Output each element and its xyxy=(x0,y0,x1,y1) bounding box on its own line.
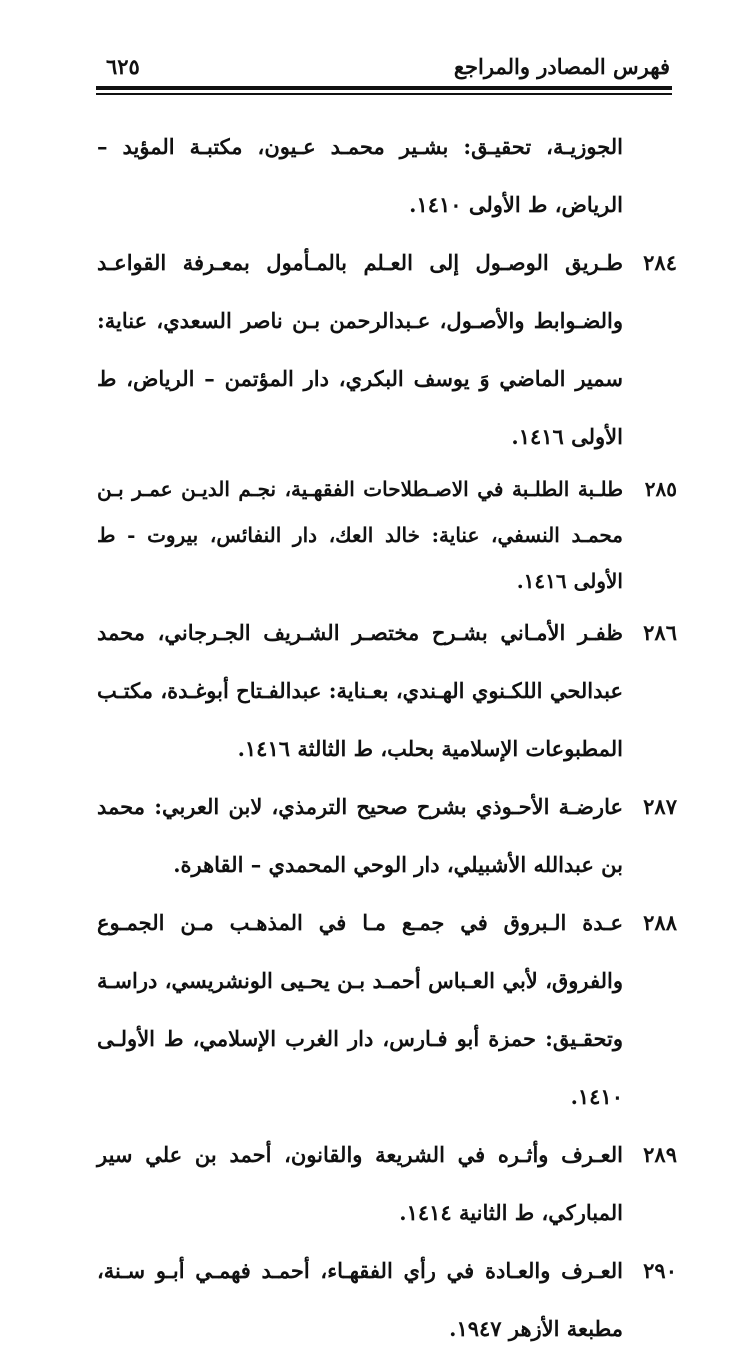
page-number: ٦٢٥ xyxy=(106,54,140,79)
header-rule-thin xyxy=(96,93,672,95)
entry-number: ٢٨٩ xyxy=(643,1142,677,1167)
entry-text: عارضـة الأحـوذي بشرح صحيح الترمذي، لابن العربي: محمد بن عبدالله الأشبيلي، دار الوحي المحمدي – القاهرة. xyxy=(97,794,623,877)
entry-text: طـريق الوصـول إلى العـلم بالمـأمول بمعـرفة القواعـد والضـوابط والأصـول، عـبدالرحمن بـن ناصر السعدي، عناية: سمير الماضي وَ يوسف البكري، دار المؤتمن – الرياض، ط الأولى ١٤١٦. xyxy=(97,250,623,449)
page-header xyxy=(100,50,670,84)
bibliography-entry-285 xyxy=(97,466,677,604)
bibliography-entry-290 xyxy=(97,1242,677,1358)
entry-text: العـرف والعـادة في رأي الفقهـاء، أحمـد فهمـي أبـو سـنة، مطبعة الأزهر ١٩٤٧. xyxy=(97,1258,623,1341)
bibliography-entry-289 xyxy=(97,1126,677,1242)
entry-text: العـرف وأثـره في الشريعة والقانون، أحمد بن علي سير المباركي، ط الثانية ١٤١٤. xyxy=(97,1142,623,1225)
bibliography-entry-288 xyxy=(97,894,677,1126)
entry-text: عـدة الـبروق في جمـع مـا في المذهـب مـن الجمـوع والفروق، لأبي العـباس أحمـد بـن يحـيى الونشريسي، دراسـة وتحقـيق: حمزة أبو فـارس، دار الغرب الإسلامي، ط الأولـى ١٤١٠. xyxy=(97,910,623,1109)
bibliography-entry-287 xyxy=(97,778,677,894)
entry-number: ٢٩٠ xyxy=(643,1258,677,1283)
entry-number: ٢٨٥ xyxy=(644,477,677,501)
bibliography-entry-286 xyxy=(97,604,677,778)
header-rule-thick xyxy=(96,86,672,90)
entry-text: ظفـر الأمـاني بشـرح مختصـر الشـريف الجـرجاني، محمد عبدالحي اللكـنوي الهـندي، بعـناية: عبدالفـتاح أبوغـدة، مكتـب المطبوعات الإسلامية بحلب، ط الثالثة ١٤١٦. xyxy=(97,620,623,761)
entry-number: ٢٨٧ xyxy=(643,794,677,819)
running-title: فهرس المصادر والمراجع xyxy=(453,54,670,79)
entry-text: طلـبة الطلـبة في الاصـطلاحات الفقهـية، نجـم الديـن عمـر بـن محمـد النسفي، عناية: خالد العك، دار النفائس، بيروت - ط الأولى ١٤١٦. xyxy=(97,477,623,593)
entry-number: ٢٨٦ xyxy=(643,620,677,645)
bibliography-entry-284 xyxy=(97,234,677,466)
entry-number: ٢٨٤ xyxy=(643,250,677,275)
bibliography-list xyxy=(97,118,677,1358)
entry-text: الجوزيـة، تحقيـق: بشـير محمـد عـيون، مكتبـة المؤيد – الرياض، ط الأولى ١٤١٠. xyxy=(97,134,623,217)
bibliography-entry-continued xyxy=(97,118,677,234)
entry-number: ٢٨٨ xyxy=(643,910,677,935)
